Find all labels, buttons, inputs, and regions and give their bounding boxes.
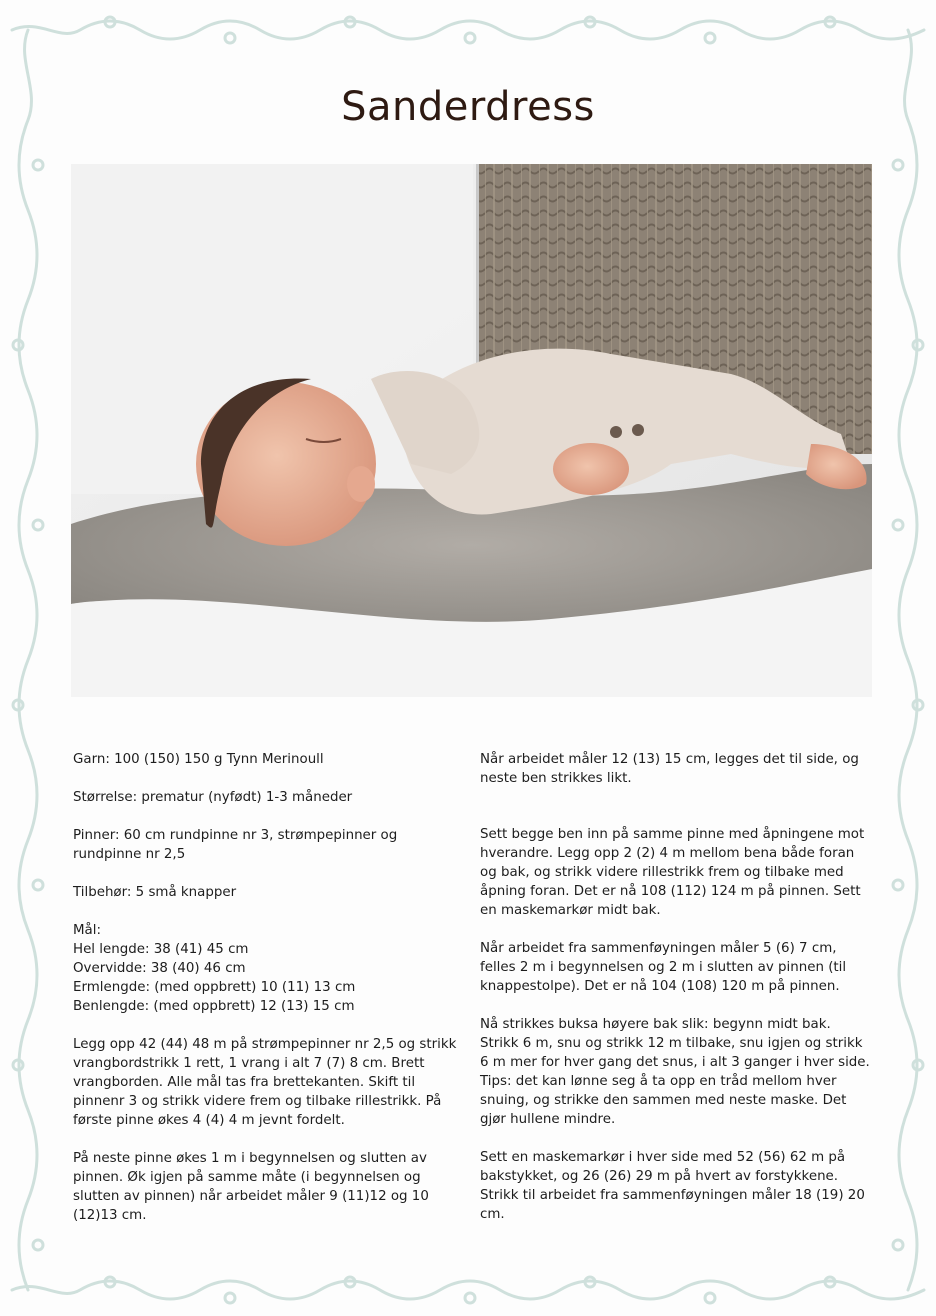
instruction-paragraph: På neste pinne økes 1 m i begynnelsen og slutten av pinnen. Øk igjen på samme måte (i begynnelsen og slutten av pinnen) når arbeidet måler 9 (11)12 og 10 (12)13 cm. xyxy=(73,1151,429,1223)
maal-heading: Mål: xyxy=(73,923,101,938)
tilbehor-text: Tilbehør: 5 små knapper xyxy=(73,885,237,900)
storrelse-text: Størrelse: prematur (nyfødt) 1-3 måneder xyxy=(73,790,353,805)
maal-item: Hel lengde: 38 (41) 45 cm xyxy=(73,942,249,957)
instruction-paragraph: Når arbeidet fra sammenføyningen måler 5 (6) 7 cm, felles 2 m i begynnelsen og 2 m i slutten av pinnen (til knappestolpe). Det er nå 104 (108) 120 m på pinnen. xyxy=(480,941,847,994)
page-title: Sanderdress xyxy=(341,84,595,130)
instruction-paragraph: Nå strikkes buksa høyere bak slik: begynn midt bak. Strikk 6 m, snu og strikk 12 m tilbake, snu igjen og strikk 6 m mer for hver gang det snus, i alt 3 ganger i hver side. Tips: det kan lønne seg å ta opp en tråd mellom hver snuing, og strikke den sammen med neste maske. Det gjør hullene mindre. xyxy=(480,1017,870,1127)
instruction-paragraph: Sett begge ben inn på samme pinne med åpningene mot hverandre. Legg opp 2 (2) 4 m mellom bena både foran og bak, og strikk videre rillestrikk frem og tilbake med åpning foran. Det er nå 108 (112) 124 m på pinnen. Sett en maskemarkør midt bak. xyxy=(480,827,865,918)
instruction-paragraph: Når arbeidet måler 12 (13) 15 cm, legges det til side, og neste ben strikkes likt. xyxy=(480,752,859,786)
maal-item: Benlengde: (med oppbrett) 12 (13) 15 cm xyxy=(73,999,355,1014)
left-column xyxy=(73,750,463,1225)
maal-item: Ermlengde: (med oppbrett) 10 (11) 13 cm xyxy=(73,980,356,995)
pinner-text: Pinner: 60 cm rundpinne nr 3, strømpepinner og rundpinne nr 2,5 xyxy=(73,828,398,862)
maal-item: Overvidde: 38 (40) 46 cm xyxy=(73,961,246,976)
sleeping-baby-photo-icon xyxy=(71,164,872,697)
garn-text: Garn: 100 (150) 150 g Tynn Merinoull xyxy=(73,752,324,767)
instruction-paragraph: Legg opp 42 (44) 48 m på strømpepinner nr 2,5 og strikk vrangbordstrikk 1 rett, 1 vrang i alt 7 (7) 8 cm. Brett vrangborden. Alle mål tas fra brettekanten. Skift til pinnenr 3 og strikk videre frem og tilbake rillestrikk. På første pinne økes 4 (4) 4 m jevnt fordelt. xyxy=(73,1037,457,1128)
right-column xyxy=(480,750,872,1224)
sleeping-baby-photo xyxy=(71,164,872,697)
instruction-paragraph: Sett en maskemarkør i hver side med 52 (56) 62 m på bakstykket, og 26 (26) 29 m på hvert av forstykkene. Strikk til arbeidet fra sammenføyningen måler 18 (19) 20 cm. xyxy=(480,1150,865,1222)
